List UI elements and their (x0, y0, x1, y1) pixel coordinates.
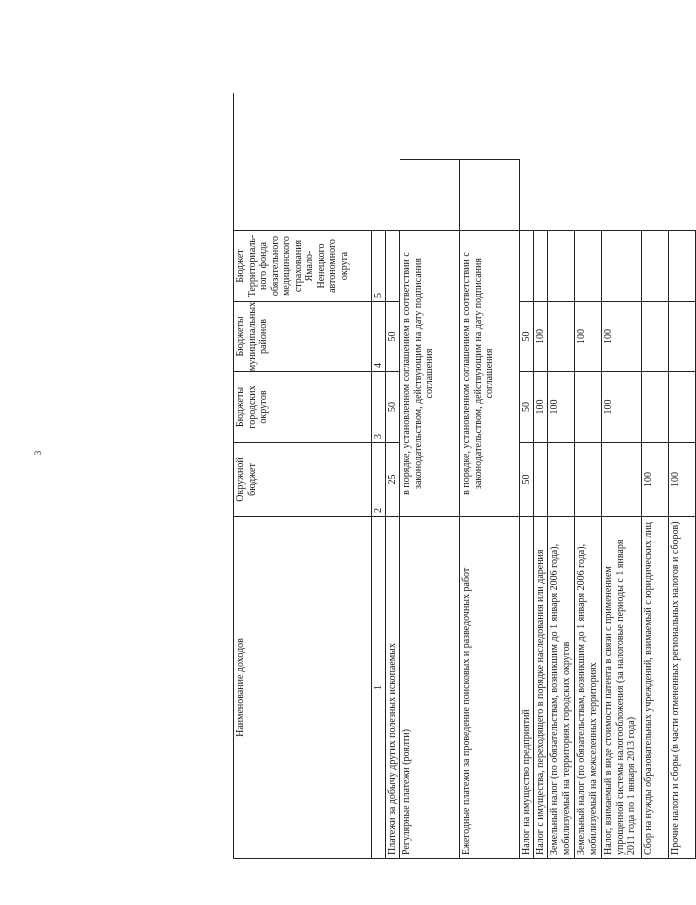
revenue-name: Налог, взимаемый в виде стоимости патента в связи с применением упрощенной системы налогообложения (за налоговые периоды с 1 января 2011 года по 1 января 2013 года) (602, 516, 642, 858)
value-cell (642, 230, 669, 301)
revenue-name: Земельный налог (по обязательствам, возникшим до 1 января 2006 года), мобилизуемый на территориях городских округов (548, 516, 575, 858)
value-cell (669, 301, 696, 371)
value-cell: 25 (386, 442, 400, 516)
revenue-name: Сбор на нужды образовательных учреждений, взимаемый с юридических лиц (642, 516, 669, 858)
revenue-name: Регулярные платежи (роялти) (400, 516, 460, 858)
table-row (520, 93, 534, 859)
revenue-name: Платежи за добычу других полезных ископаемых (386, 516, 400, 858)
value-cell (520, 230, 534, 301)
value-cell (534, 442, 548, 516)
revenue-name: Налог на имущество предприятий (520, 516, 534, 858)
value-cell (669, 371, 696, 442)
header-revenue-name: Наименование доходов (234, 516, 372, 858)
table-row (400, 93, 460, 859)
value-cell (602, 230, 642, 301)
agreement-note: в порядке, установленном соглашением в соответствии с законодательством, действующим на дату подписания соглашения (460, 230, 520, 516)
column-number-row (372, 93, 386, 859)
value-cell: 100 (575, 301, 602, 371)
value-cell: 100 (669, 442, 696, 516)
table-row (548, 93, 575, 859)
value-cell (642, 301, 669, 371)
table-row (386, 93, 400, 859)
value-cell (575, 371, 602, 442)
value-cell: 100 (534, 371, 548, 442)
value-cell (642, 371, 669, 442)
table-row (575, 93, 602, 859)
table-row (534, 93, 548, 859)
value-cell (575, 442, 602, 516)
value-cell: 50 (386, 301, 400, 371)
value-cell: 100 (602, 301, 642, 371)
header-district-budget: Окружной бюджет (234, 442, 372, 516)
value-cell: 50 (520, 442, 534, 516)
agreement-note: в порядке, установленном соглашением в соответствии с законодательством, действующим на дату подписания соглашения (400, 230, 460, 516)
column-number: 2 (372, 442, 386, 516)
table-row (669, 93, 696, 859)
header-municipal-budgets: Бюджеты муниципальных районов (234, 301, 372, 371)
column-number: 3 (372, 371, 386, 442)
column-number: 5 (372, 230, 386, 301)
revenue-name: Прочие налоги и сборы (в части отмененных региональных налогов и сборов) (669, 516, 696, 858)
table-row (460, 93, 520, 859)
value-cell (548, 301, 575, 371)
value-cell (534, 230, 548, 301)
value-cell (548, 442, 575, 516)
value-cell: 100 (642, 442, 669, 516)
revenue-name: Земельный налог (по обязательствам, возникшим до 1 января 2006 года), мобилизуемый на межселенных территориях (575, 516, 602, 858)
table-row (642, 93, 669, 859)
value-cell: 100 (602, 371, 642, 442)
revenue-distribution-table (233, 93, 681, 859)
revenue-name: Налог с имущества, переходящего в порядке наследования или дарения (534, 516, 548, 858)
value-cell (669, 230, 696, 301)
table-header-row (233, 93, 372, 859)
header-insurance-fund-budget: Бюджет Территориаль-ного фонда обязательного медицинского страхования Ямало-Ненецкого автономного округа (234, 230, 372, 301)
value-cell: 100 (534, 301, 548, 371)
table-row (602, 93, 642, 859)
value-cell (575, 230, 602, 301)
value-cell (460, 159, 520, 230)
value-cell: 50 (386, 371, 400, 442)
value-cell (386, 230, 400, 301)
column-number: 1 (372, 516, 386, 858)
value-cell: 100 (548, 371, 575, 442)
value-cell (548, 230, 575, 301)
header-city-budgets: Бюджеты городских округов (234, 371, 372, 442)
value-cell (400, 159, 460, 230)
column-number: 4 (372, 301, 386, 371)
revenue-name: Ежегодные платежи за проведение поисковых и разведочных работ (460, 516, 520, 858)
value-cell (602, 442, 642, 516)
value-cell: 50 (520, 301, 534, 371)
value-cell: 50 (520, 371, 534, 442)
page-number: 3 (33, 450, 43, 456)
